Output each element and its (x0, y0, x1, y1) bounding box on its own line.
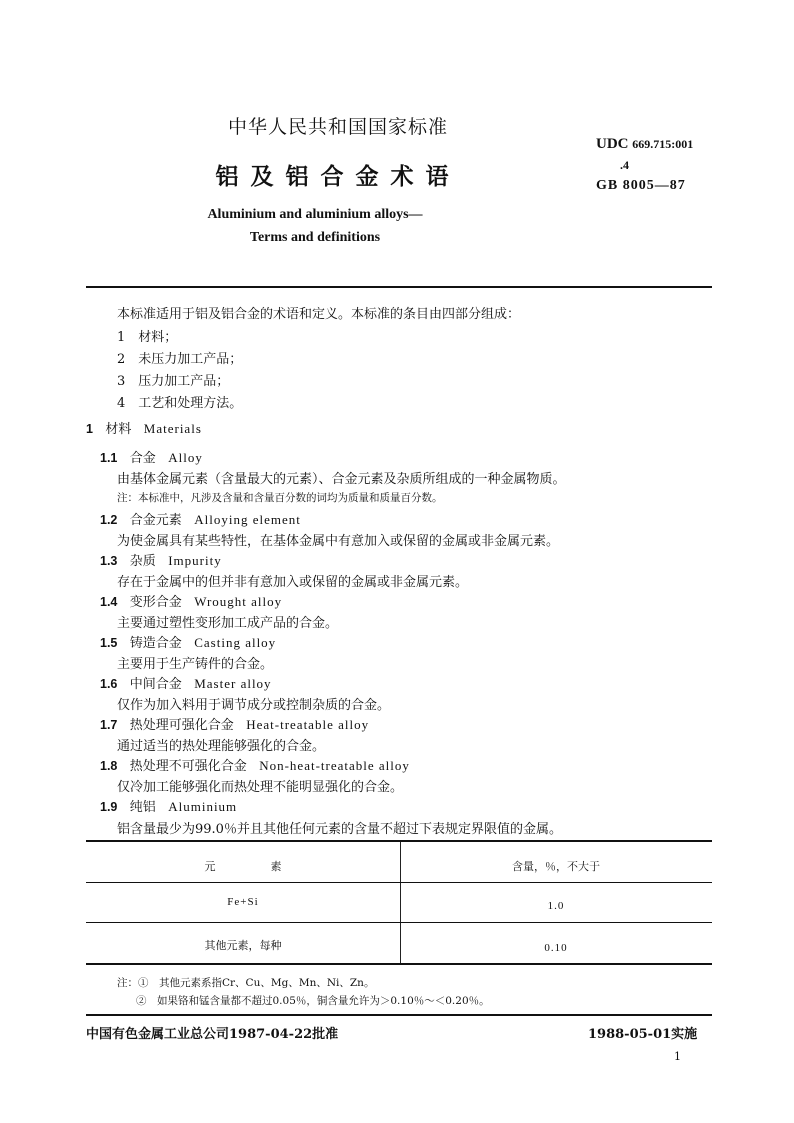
term-heading (100, 714, 369, 733)
term-number: 1.5 (100, 636, 118, 650)
term-number: 1.7 (100, 718, 118, 732)
term-heading (100, 796, 237, 815)
table-header-rule (86, 882, 712, 883)
section-heading (86, 418, 202, 437)
term-heading (100, 509, 301, 528)
table-header-content: 含量，％，不大于 (512, 860, 600, 873)
section-title-en: Materials (143, 421, 202, 436)
term-heading (100, 447, 203, 466)
table-bottom-border (86, 963, 712, 965)
table-cell-value: 0.10 (544, 942, 568, 954)
udc-code (596, 136, 693, 153)
term-en: Alloy (168, 450, 203, 465)
table-cell-value: 1.0 (547, 900, 565, 912)
term-en: Non-heat-treatable alloy (259, 758, 410, 773)
term-definition: 仅冷加工能够强化而热处理不能明显强化的合金。 (117, 780, 404, 795)
term-definition: 主要通过塑性变形加工成产品的合金。 (117, 616, 339, 631)
table-header-element: 元 素 (204, 860, 282, 873)
term-definition: 通过适当的热处理能够强化的合金。 (117, 739, 326, 754)
term-en: Casting alloy (194, 635, 277, 650)
term-definition: 主要用于生产铸件的合金。 (117, 657, 274, 672)
term-number: 1.6 (100, 677, 118, 691)
intro-item: 2 未压力加工产品； (117, 352, 243, 367)
term-number: 1.3 (100, 554, 118, 568)
term-definition: 为使金属具有某些特性，在基体金属中有意加入或保留的金属或非金属元素。 (117, 534, 560, 549)
english-title-line2: Terms and definitions (249, 230, 381, 245)
footer-divider (86, 1014, 712, 1016)
term-number: 1.9 (100, 800, 118, 814)
approval-line: 中国有色金属工业总公司1987-04-22批准 (86, 1027, 339, 1042)
intro-item: 1 材料； (117, 330, 178, 345)
term-en: Aluminium (168, 799, 238, 814)
term-cn: 合金元素 (129, 513, 182, 528)
term-cn: 中间合金 (129, 677, 182, 692)
udc-number: 669.715:001 (632, 137, 694, 151)
term-cn: 合金 (129, 451, 156, 466)
page-number: 1 (674, 1050, 681, 1063)
term-number: 1.1 (100, 451, 118, 465)
term-heading (100, 755, 410, 774)
term-number: 1.8 (100, 759, 118, 773)
table-note: ② 如果铬和锰含量都不超过0.05％，铜含量允许为＞0.10％～＜0.20％。 (136, 995, 490, 1007)
table-note: 注：① 其他元素系指Cr、Cu、Mg、Mn、Ni、Zn。 (117, 977, 375, 989)
section-title-cn: 材料 (105, 422, 132, 437)
term-definition: 仅作为加入料用于调节成分或控制杂质的合金。 (117, 698, 391, 713)
term-en: Wrought alloy (194, 594, 283, 609)
term-cn: 杂质 (129, 554, 156, 569)
term-heading (100, 673, 272, 692)
header-divider (86, 286, 712, 288)
term-note: 注：本标准中，凡涉及含量和含量百分数的词均为质量和质量百分数。 (117, 492, 443, 504)
document-title: 铝及铝合金术语 (215, 163, 461, 190)
term-cn: 纯铝 (129, 800, 156, 815)
table-row-rule (86, 922, 712, 923)
udc-number-continued: .4 (620, 158, 629, 172)
term-en: Master alloy (194, 676, 272, 691)
term-definition: 铝含量最少为99.0％并且其他任何元素的含量不超过下表规定界限值的金属。 (117, 822, 562, 837)
term-definition: 存在于金属中的但并非有意加入或保留的金属或非金属元素。 (117, 575, 469, 590)
intro-item: 4 工艺和处理方法。 (117, 396, 243, 411)
intro-item: 3 压力加工产品； (117, 374, 230, 389)
term-definition: 由基体金属元素（含量最大的元素）、合金元素及杂质所组成的一种金属物质。 (117, 472, 566, 487)
table-cell-element: Fe+Si (227, 896, 259, 908)
intro-text: 本标准适用于铝及铝合金的术语和定义。本标准的条目由四部分组成： (117, 307, 521, 322)
issuer-heading: 中华人民共和国国家标准 (227, 116, 448, 138)
section-number: 1 (86, 422, 93, 436)
udc-label: UDC (596, 136, 629, 152)
term-cn: 热处理不可强化合金 (129, 759, 247, 774)
term-en: Heat-treatable alloy (246, 717, 370, 732)
english-title-line1: Aluminium and aluminium alloys— (207, 207, 423, 222)
table-cell-element: 其他元素，每种 (204, 939, 282, 952)
term-heading (100, 591, 282, 610)
term-cn: 热处理可强化合金 (129, 718, 234, 733)
term-number: 1.4 (100, 595, 118, 609)
term-en: Impurity (168, 553, 222, 568)
term-cn: 铸造合金 (129, 636, 182, 651)
term-cn: 变形合金 (129, 595, 182, 610)
term-heading (100, 550, 222, 569)
term-heading (100, 632, 276, 651)
term-number: 1.2 (100, 513, 118, 527)
standard-code: GB 8005—87 (596, 178, 686, 193)
term-en: Alloying element (194, 512, 301, 527)
table-top-border (86, 840, 712, 842)
effective-date: 1988-05-01实施 (588, 1027, 698, 1042)
